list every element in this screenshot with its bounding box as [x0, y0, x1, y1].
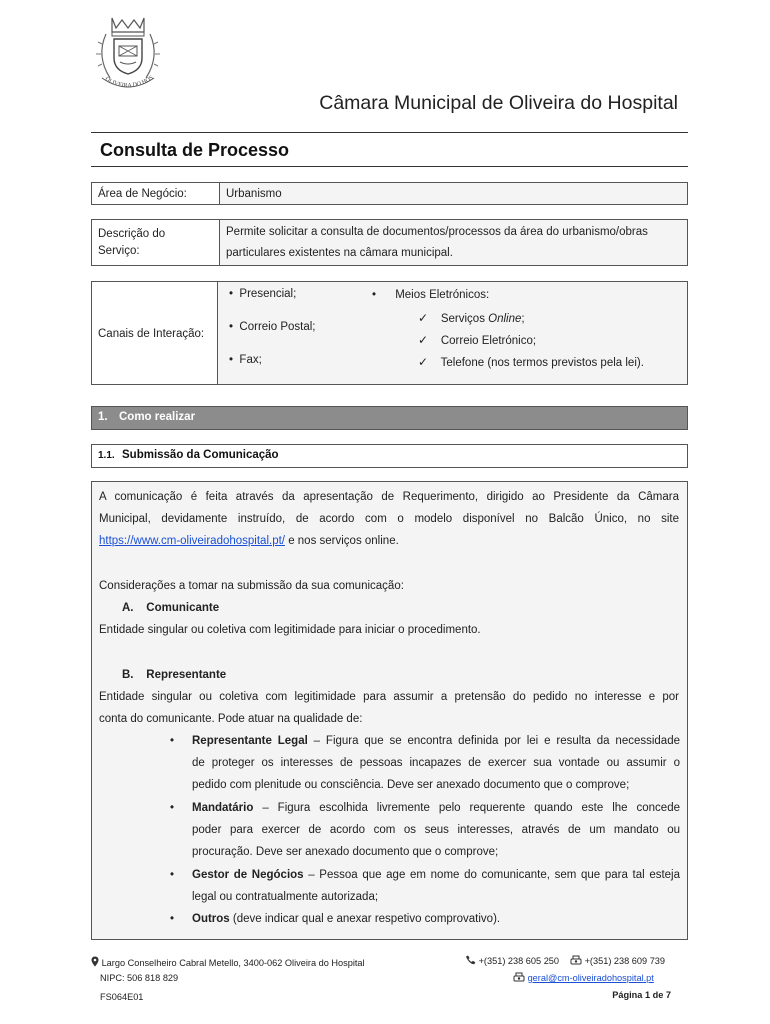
footer-form-code: FS064E01: [100, 992, 144, 1002]
phone-icon: [465, 955, 476, 967]
municipality-name: Câmara Municipal de Oliveira do Hospital: [319, 92, 678, 114]
channel-fax: • Fax;: [229, 354, 262, 366]
intro-line-2: Municipal, devidamente instruído, de acordo com o modelo disponível no Balcão Único, no site: [99, 513, 679, 525]
channel-presencial: • Presencial;: [229, 288, 297, 300]
meio-correio-eletronico: ✓ Correio Eletrónico;: [418, 333, 537, 347]
comunicante-text: Entidade singular ou coletiva com legitimidade para iniciar o procedimento.: [99, 624, 481, 636]
bullet-icon: •: [170, 869, 175, 881]
item-mandatario-line-3: procuração. Deve ser anexado documento que o comprove;: [192, 846, 499, 858]
bullet-icon: •: [170, 735, 175, 747]
channel-meios-eletronicos: • Meios Eletrónicos:: [372, 289, 490, 301]
area-label: Área de Negócio:: [92, 183, 220, 205]
bullet-icon: •: [170, 913, 175, 925]
item-outros: Outros (deve indicar qual e anexar respetivo comprovativo).: [192, 913, 501, 925]
item-mandatario-line-2: poder para exercer de acordo com os seus interesses, através de um mandato ou: [192, 824, 680, 836]
description-table: [91, 219, 688, 266]
location-pin-icon: [91, 956, 99, 969]
meio-online: ✓ Serviços Online;: [418, 311, 525, 325]
bullet-icon: •: [170, 802, 175, 814]
channels-box: [91, 281, 688, 385]
item-gestor-negocios-line-2: legal ou contratualmente autorizada;: [192, 891, 379, 903]
website-link[interactable]: https://www.cm-oliveiradohospital.pt/: [99, 535, 285, 547]
item-gestor-negocios-line-1: Gestor de Negócios – Pessoa que age em nome do comunicante, sem que para tal esteja: [192, 869, 681, 881]
representante-line-2: conta do comunicante. Pode atuar na qualidade de:: [99, 713, 363, 725]
section-heading-como-realizar: 1. Como realizar: [91, 406, 688, 430]
header-rule: [91, 132, 688, 133]
item-representante-legal-line-3: pedido com plenitude ou consciência. Deve ser anexado documento que o comprove;: [192, 779, 630, 791]
channels-label: Canais de Interação:: [98, 328, 205, 340]
representante-line-1: Entidade singular ou coletiva com legitimidade para assumir a pretensão do pedido no interesse e por: [99, 691, 679, 703]
meio-telefone: ✓ Telefone (nos termos previstos pela lei).: [418, 355, 644, 369]
item-representante-legal-line-1: Representante Legal – Figura que se encontra definida por lei e resulta da necessidade: [192, 735, 680, 747]
svg-text:OLIVEIRA DO HOSPITAL: OLIVEIRA DO HOS: [103, 75, 155, 90]
email-icon: [513, 972, 525, 984]
subsection-heading-submissao: 1.1. Submissão da Comunicação: [91, 444, 688, 468]
area-table: [91, 182, 688, 205]
channel-correio-postal: • Correio Postal;: [229, 321, 316, 333]
footer-fax: +(351) 238 609 739: [570, 955, 665, 967]
item-representante-legal-line-2: de proteger os interesses de pessoas incapazes de exercer sua vontade ou assumir o: [192, 757, 680, 769]
representante-heading: B. Representante: [122, 669, 227, 681]
intro-line-1: A comunicação é feita através da apresentação de Requerimento, dirigido ao Presidente da Câmara: [99, 491, 679, 503]
fax-icon: [570, 955, 582, 967]
area-value: Urbanismo: [220, 183, 688, 205]
footer-address: Largo Conselheiro Cabral Metello, 3400-062 Oliveira do Hospital: [91, 956, 365, 969]
page-number: Página 1 de 7: [612, 990, 671, 1000]
email-link[interactable]: geral@cm-oliveiradohospital.pt: [527, 973, 654, 983]
intro-line-3: https://www.cm-oliveiradohospital.pt/ e nos serviços online.: [99, 535, 399, 547]
description-value: Permite solicitar a consulta de documentos/processos da área do urbanismo/obras particulares existentes na câmara municipal.: [220, 220, 688, 266]
submission-content: [91, 481, 688, 940]
footer-email: [513, 972, 654, 984]
item-mandatario-line-1: Mandatário – Figura escolhida livremente pelo requerente quando este lhe concede: [192, 802, 680, 814]
title-rule: [91, 166, 688, 167]
checkmark-icon: ✓: [418, 311, 429, 325]
description-label: Descrição do Serviço:: [92, 220, 220, 266]
footer-phone: +(351) 238 605 250: [465, 955, 559, 967]
consideracoes-text: Considerações a tomar na submissão da sua comunicação:: [99, 580, 404, 592]
footer-nipc: NIPC: 506 818 829: [100, 973, 179, 983]
comunicante-heading: A. Comunicante: [122, 602, 220, 614]
municipality-crest-logo: [88, 12, 168, 96]
checkmark-icon: ✓: [418, 355, 429, 369]
document-title: Consulta de Processo: [100, 140, 290, 160]
checkmark-icon: ✓: [418, 333, 429, 347]
